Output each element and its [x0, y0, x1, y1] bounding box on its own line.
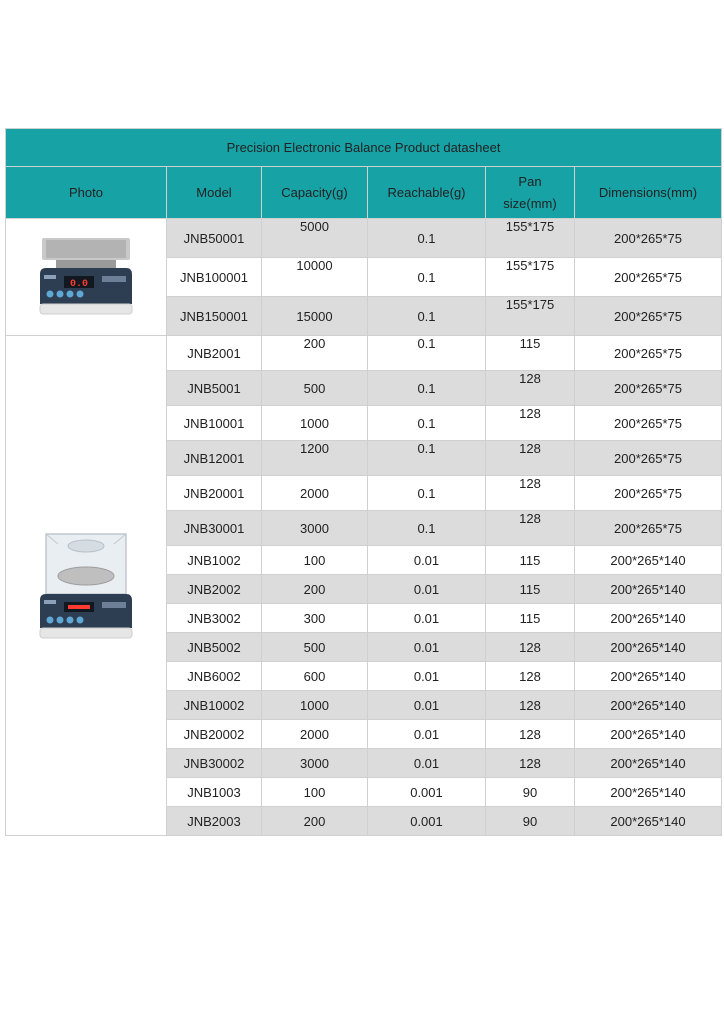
- cell-model: JNB5001: [167, 371, 262, 406]
- cell-pan-size: 155*175: [486, 258, 575, 297]
- cell-pan-size: 128: [486, 511, 575, 546]
- cell-pan-size: 128: [486, 662, 575, 691]
- header-model: Model: [167, 167, 262, 219]
- cell-capacity: 3000: [262, 749, 368, 778]
- cell-capacity: 1200: [262, 441, 368, 476]
- cell-model: JNB100001: [167, 258, 262, 297]
- cell-pan-size: 128: [486, 406, 575, 441]
- cell-pan-size: 115: [486, 336, 575, 371]
- cell-dimensions: 200*265*75: [575, 476, 722, 511]
- cell-pan-size: 128: [486, 749, 575, 778]
- cell-model: JNB30001: [167, 511, 262, 546]
- cell-reachable: 0.01: [368, 575, 486, 604]
- cell-reachable: 0.1: [368, 476, 486, 511]
- cell-dimensions: 200*265*75: [575, 219, 722, 258]
- cell-dimensions: 200*265*75: [575, 258, 722, 297]
- cell-pan-size: 128: [486, 441, 575, 476]
- cell-pan-size: 115: [486, 575, 575, 604]
- cell-model: JNB3002: [167, 604, 262, 633]
- cell-reachable: 0.1: [368, 406, 486, 441]
- cell-dimensions: 200*265*140: [575, 546, 722, 575]
- table-row: [6, 219, 722, 258]
- cell-capacity: 100: [262, 546, 368, 575]
- cell-pan-size: 155*175: [486, 297, 575, 336]
- cell-reachable: 0.01: [368, 633, 486, 662]
- cell-pan-size: 115: [486, 546, 575, 575]
- cell-dimensions: 200*265*140: [575, 807, 722, 836]
- cell-capacity: 100: [262, 778, 368, 807]
- cell-reachable: 0.1: [368, 219, 486, 258]
- cell-dimensions: 200*265*140: [575, 778, 722, 807]
- cell-reachable: 0.1: [368, 297, 486, 336]
- cell-capacity: 15000: [262, 297, 368, 336]
- cell-capacity: 600: [262, 662, 368, 691]
- cell-model: JNB2003: [167, 807, 262, 836]
- cell-model: JNB2002: [167, 575, 262, 604]
- photo-cell-flat-balance: [6, 219, 167, 336]
- header-reachable: Reachable(g): [368, 167, 486, 219]
- cell-dimensions: 200*265*140: [575, 633, 722, 662]
- datasheet-table: [5, 128, 722, 836]
- cell-reachable: 0.01: [368, 691, 486, 720]
- cell-model: JNB50001: [167, 219, 262, 258]
- cell-dimensions: 200*265*75: [575, 441, 722, 476]
- cell-reachable: 0.1: [368, 258, 486, 297]
- header-dimensions: Dimensions(mm): [575, 167, 722, 219]
- cell-reachable: 0.01: [368, 720, 486, 749]
- cell-dimensions: 200*265*140: [575, 691, 722, 720]
- cell-capacity: 2000: [262, 476, 368, 511]
- cell-reachable: 0.01: [368, 662, 486, 691]
- cell-reachable: 0.1: [368, 511, 486, 546]
- cell-pan-size: 128: [486, 720, 575, 749]
- cell-model: JNB30002: [167, 749, 262, 778]
- table-row: [6, 336, 722, 371]
- cell-model: JNB20002: [167, 720, 262, 749]
- cell-dimensions: 200*265*140: [575, 575, 722, 604]
- cell-model: JNB10001: [167, 406, 262, 441]
- cell-dimensions: 200*265*75: [575, 336, 722, 371]
- header-photo: Photo: [6, 167, 167, 219]
- cell-model: JNB20001: [167, 476, 262, 511]
- cell-reachable: 0.1: [368, 441, 486, 476]
- cell-pan-size: 128: [486, 691, 575, 720]
- cell-model: JNB2001: [167, 336, 262, 371]
- cell-dimensions: 200*265*75: [575, 297, 722, 336]
- cell-pan-size: 155*175: [486, 219, 575, 258]
- cell-dimensions: 200*265*140: [575, 720, 722, 749]
- cell-dimensions: 200*265*140: [575, 662, 722, 691]
- cell-reachable: 0.01: [368, 749, 486, 778]
- cell-pan-size: 128: [486, 371, 575, 406]
- cell-capacity: 2000: [262, 720, 368, 749]
- cell-reachable: 0.001: [368, 807, 486, 836]
- cell-capacity: 3000: [262, 511, 368, 546]
- cell-capacity: 5000: [262, 219, 368, 258]
- table-title: Precision Electronic Balance Product datasheet: [6, 129, 722, 167]
- cell-capacity: 10000: [262, 258, 368, 297]
- cell-model: JNB12001: [167, 441, 262, 476]
- cell-model: JNB10002: [167, 691, 262, 720]
- cell-capacity: 500: [262, 633, 368, 662]
- photo-cell-draft-shield-balance: [6, 336, 167, 836]
- cell-pan-size: 128: [486, 633, 575, 662]
- flat-pan-balance-image: [36, 234, 136, 320]
- cell-dimensions: 200*265*140: [575, 604, 722, 633]
- cell-pan-size: 128: [486, 476, 575, 511]
- cell-model: JNB6002: [167, 662, 262, 691]
- cell-model: JNB1002: [167, 546, 262, 575]
- cell-reachable: 0.01: [368, 546, 486, 575]
- cell-dimensions: 200*265*75: [575, 511, 722, 546]
- cell-model: JNB1003: [167, 778, 262, 807]
- cell-dimensions: 200*265*140: [575, 749, 722, 778]
- cell-capacity: 200: [262, 336, 368, 371]
- cell-reachable: 0.1: [368, 336, 486, 371]
- cell-reachable: 0.001: [368, 778, 486, 807]
- cell-dimensions: 200*265*75: [575, 371, 722, 406]
- cell-capacity: 500: [262, 371, 368, 406]
- cell-capacity: 1000: [262, 691, 368, 720]
- cell-reachable: 0.01: [368, 604, 486, 633]
- cell-capacity: 1000: [262, 406, 368, 441]
- cell-capacity: 300: [262, 604, 368, 633]
- header-capacity: Capacity(g): [262, 167, 368, 219]
- cell-model: JNB5002: [167, 633, 262, 662]
- cell-capacity: 200: [262, 807, 368, 836]
- cell-pan-size: 90: [486, 778, 575, 807]
- cell-dimensions: 200*265*75: [575, 406, 722, 441]
- cell-capacity: 200: [262, 575, 368, 604]
- balance-display-reading: 0.0: [69, 279, 89, 290]
- cell-pan-size: 115: [486, 604, 575, 633]
- cell-reachable: 0.1: [368, 371, 486, 406]
- cell-pan-size: 90: [486, 807, 575, 836]
- draft-shield-balance-image: [36, 530, 136, 642]
- header-pan-size: Pan size(mm): [486, 167, 575, 219]
- cell-model: JNB150001: [167, 297, 262, 336]
